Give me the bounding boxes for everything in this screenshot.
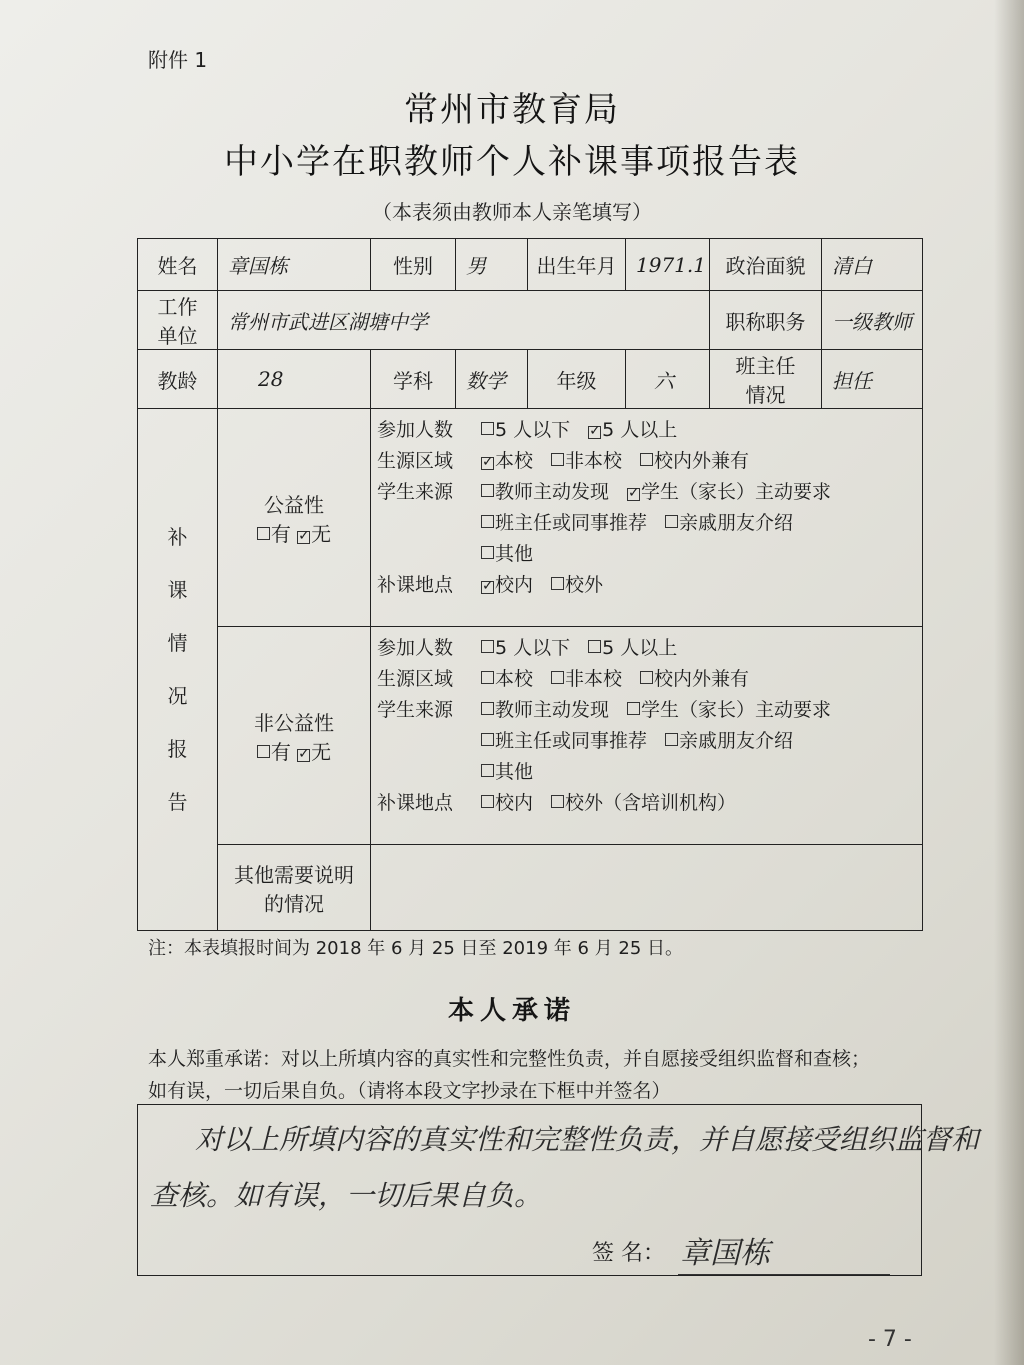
nonpublic-no-checkbox[interactable]: ✓ — [298, 745, 310, 762]
public-option[interactable] — [551, 446, 622, 477]
checkbox[interactable] — [551, 671, 564, 684]
nonpublic-option[interactable] — [551, 664, 622, 695]
grade-field[interactable]: 六 — [626, 350, 710, 409]
public-no-checkbox[interactable]: ✓ — [298, 527, 310, 544]
subject-label: 学科 — [371, 350, 456, 409]
public-option[interactable] — [588, 415, 677, 446]
nonpublic-yes-no — [218, 736, 370, 765]
public-type-cell — [218, 409, 371, 627]
checkbox[interactable] — [481, 733, 494, 746]
report-form-table — [137, 238, 923, 931]
public-option[interactable] — [665, 508, 793, 539]
public-option-row — [377, 415, 922, 446]
work-unit-label — [138, 291, 218, 350]
page-number: - 7 - — [868, 1327, 912, 1352]
attachment-label: 附件 1 — [148, 48, 208, 72]
option-label: 非本校 — [565, 450, 623, 472]
option-label: 本校 — [495, 668, 534, 690]
option-label: 校外（含培训机构） — [565, 792, 737, 814]
public-option[interactable] — [551, 570, 603, 601]
signature-underline — [678, 1274, 890, 1275]
checkbox[interactable] — [627, 702, 640, 715]
work-unit-label-line1: 工作 — [157, 295, 198, 319]
checkbox[interactable]: ✓ — [628, 485, 640, 501]
public-option-row — [377, 570, 922, 601]
side-char: 告 — [167, 789, 188, 814]
checkbox[interactable]: ✓ — [482, 454, 494, 470]
pledge-text-line2: 如有误，一切后果自负。（请将本段文字抄录在下框中并签名） — [148, 1080, 671, 1102]
option-label: 校内外兼有 — [654, 668, 750, 690]
nonpublic-option[interactable] — [627, 695, 831, 726]
option-label: 校内外兼有 — [654, 450, 750, 472]
nonpublic-option[interactable] — [481, 726, 647, 757]
option-label: 教师主动发现 — [495, 481, 610, 503]
nonpublic-option-row — [377, 788, 922, 819]
pledge-text-line1: 本人郑重承诺：对以上所填内容的真实性和完整性负责，并自愿接受组织监督和查核； — [148, 1048, 871, 1070]
public-option[interactable] — [627, 477, 831, 508]
name-field[interactable]: 章国栋 — [218, 239, 371, 291]
checkbox[interactable] — [665, 733, 678, 746]
checkbox[interactable] — [481, 546, 494, 559]
checkbox[interactable] — [481, 702, 494, 715]
option-label: 班主任或同事推荐 — [495, 730, 648, 752]
public-option[interactable] — [481, 446, 533, 477]
nonpublic-row-label: 补课地点 — [377, 792, 454, 814]
birth-field[interactable]: 1971.1 — [626, 239, 710, 291]
page-title-form: 中小学在职教师个人补课事项报告表 — [224, 142, 800, 182]
checkbox[interactable] — [551, 453, 564, 466]
public-option[interactable] — [640, 446, 749, 477]
checkbox[interactable] — [640, 453, 653, 466]
checkbox[interactable] — [481, 671, 494, 684]
form-instruction: （本表须由教师本人亲笔填写） — [372, 200, 652, 224]
nonpublic-option[interactable] — [481, 664, 533, 695]
nonpublic-option-row — [377, 757, 922, 788]
signature[interactable]: 章国栋 — [680, 1236, 770, 1271]
nonpublic-no-label: 无 — [311, 739, 332, 764]
nonpublic-option-row — [377, 726, 922, 757]
checkbox[interactable] — [551, 795, 564, 808]
public-yes-label: 有 — [270, 521, 291, 546]
name-label: 姓名 — [138, 239, 218, 291]
filing-period-note: 注：本表填报时间为 2018 年 6 月 25 日至 2019 年 6 月 25 日。 — [148, 938, 683, 959]
gender-field[interactable]: 男 — [456, 239, 528, 291]
nonpublic-option[interactable] — [551, 788, 736, 819]
nonpublic-option[interactable] — [588, 633, 677, 664]
checkbox[interactable] — [640, 671, 653, 684]
public-option-row — [377, 508, 922, 539]
side-char: 报 — [167, 736, 188, 761]
public-yes-checkbox[interactable] — [257, 527, 270, 540]
checkbox[interactable] — [665, 515, 678, 528]
public-option[interactable] — [481, 508, 647, 539]
nonpublic-option[interactable] — [481, 695, 609, 726]
job-title-field[interactable]: 一级教师 — [822, 291, 923, 350]
nonpublic-option-row — [377, 695, 922, 726]
nonpublic-yes-label: 有 — [270, 739, 291, 764]
head-teacher-label — [710, 350, 822, 409]
side-char: 补 — [167, 524, 188, 549]
other-notes-label-line2: 的情况 — [264, 891, 324, 916]
public-option-row — [377, 446, 922, 477]
job-title-label: 职称职务 — [710, 291, 822, 350]
public-row-label: 参加人数 — [377, 419, 454, 441]
nonpublic-options — [371, 627, 923, 845]
other-notes-label-line1: 其他需要说明 — [234, 862, 354, 887]
head-teacher-label-line2: 情况 — [745, 383, 786, 407]
work-unit-field[interactable]: 常州市武进区湖塘中学 — [218, 291, 710, 350]
option-label: 校内 — [495, 574, 534, 596]
politics-field[interactable]: 清白 — [822, 239, 923, 291]
nonpublic-type-cell — [218, 627, 371, 845]
nonpublic-option[interactable] — [640, 664, 749, 695]
nonpublic-option-row — [377, 664, 922, 695]
nonpublic-type-label: 非公益性 — [254, 710, 334, 735]
option-label: 本校 — [495, 450, 534, 472]
public-option-row — [377, 477, 922, 508]
public-option[interactable] — [481, 415, 570, 446]
subject-field[interactable]: 数学 — [456, 350, 528, 409]
checkbox[interactable] — [588, 640, 601, 653]
option-label: 非本校 — [565, 668, 623, 690]
other-notes-label — [218, 845, 371, 931]
work-unit-label-line2: 单位 — [157, 324, 198, 348]
pledge-handwritten-line2: 查核。如有误，一切后果自负。 — [150, 1179, 543, 1212]
public-row-label: 学生来源 — [377, 481, 454, 503]
option-label: 亲戚朋友介绍 — [679, 512, 794, 534]
teach-years-label: 教龄 — [138, 350, 218, 409]
nonpublic-row-label: 生源区域 — [377, 668, 454, 690]
public-type-label: 公益性 — [264, 492, 324, 517]
nonpublic-option[interactable] — [481, 788, 533, 819]
teach-years-field[interactable]: 28 — [218, 350, 371, 409]
checkbox[interactable]: ✓ — [482, 578, 494, 594]
public-option[interactable] — [481, 539, 533, 570]
head-teacher-label-line1: 班主任 — [735, 354, 796, 378]
nonpublic-option-row — [377, 633, 922, 664]
checkbox[interactable] — [481, 515, 494, 528]
option-label: 其他 — [495, 543, 534, 565]
public-no-label: 无 — [311, 521, 332, 546]
grade-label: 年级 — [528, 350, 626, 409]
option-label: 5 人以下 — [495, 419, 571, 441]
checkbox[interactable] — [551, 577, 564, 590]
option-label: 学生（家长）主动要求 — [641, 699, 832, 721]
checkbox[interactable] — [481, 640, 494, 653]
pledge-title: 本人承诺 — [447, 996, 576, 1026]
side-char: 课 — [167, 577, 188, 602]
nonpublic-row-label: 学生来源 — [377, 699, 454, 721]
gender-label: 性别 — [371, 239, 456, 291]
head-teacher-field[interactable]: 担任 — [822, 350, 923, 409]
tutoring-report-side-label — [138, 409, 218, 931]
public-row-label: 生源区域 — [377, 450, 454, 472]
public-options — [371, 409, 923, 627]
checkbox[interactable] — [481, 484, 494, 497]
public-option-row — [377, 539, 922, 570]
side-char: 况 — [167, 683, 188, 708]
option-label: 教师主动发现 — [495, 699, 610, 721]
page-title-org: 常州市教育局 — [404, 90, 620, 130]
option-label: 5 人以上 — [602, 637, 678, 659]
checkbox[interactable] — [481, 764, 494, 777]
public-row-label: 补课地点 — [377, 574, 454, 596]
nonpublic-option[interactable] — [481, 633, 570, 664]
checkbox[interactable] — [481, 422, 494, 435]
signature-label: 签 名： — [592, 1241, 665, 1266]
checkbox[interactable]: ✓ — [589, 423, 601, 439]
nonpublic-yes-checkbox[interactable] — [257, 745, 270, 758]
option-label: 班主任或同事推荐 — [495, 512, 648, 534]
public-option[interactable] — [481, 570, 533, 601]
option-label: 5 人以上 — [602, 419, 678, 441]
nonpublic-row-label: 参加人数 — [377, 637, 454, 659]
option-label: 学生（家长）主动要求 — [641, 481, 832, 503]
public-yes-no — [218, 518, 370, 547]
birth-label: 出生年月 — [528, 239, 626, 291]
other-notes-field[interactable] — [371, 845, 923, 931]
nonpublic-option[interactable] — [665, 726, 793, 757]
side-char: 情 — [167, 630, 188, 655]
pledge-handwritten-line1: 对以上所填内容的真实性和完整性负责，并自愿接受组织监督和 — [195, 1123, 980, 1156]
public-option[interactable] — [481, 477, 609, 508]
politics-label: 政治面貌 — [710, 239, 822, 291]
nonpublic-option[interactable] — [481, 757, 533, 788]
option-label: 其他 — [495, 761, 534, 783]
option-label: 5 人以下 — [495, 637, 571, 659]
checkbox[interactable] — [481, 795, 494, 808]
option-label: 亲戚朋友介绍 — [679, 730, 794, 752]
option-label: 校外 — [565, 574, 604, 596]
option-label: 校内 — [495, 792, 534, 814]
